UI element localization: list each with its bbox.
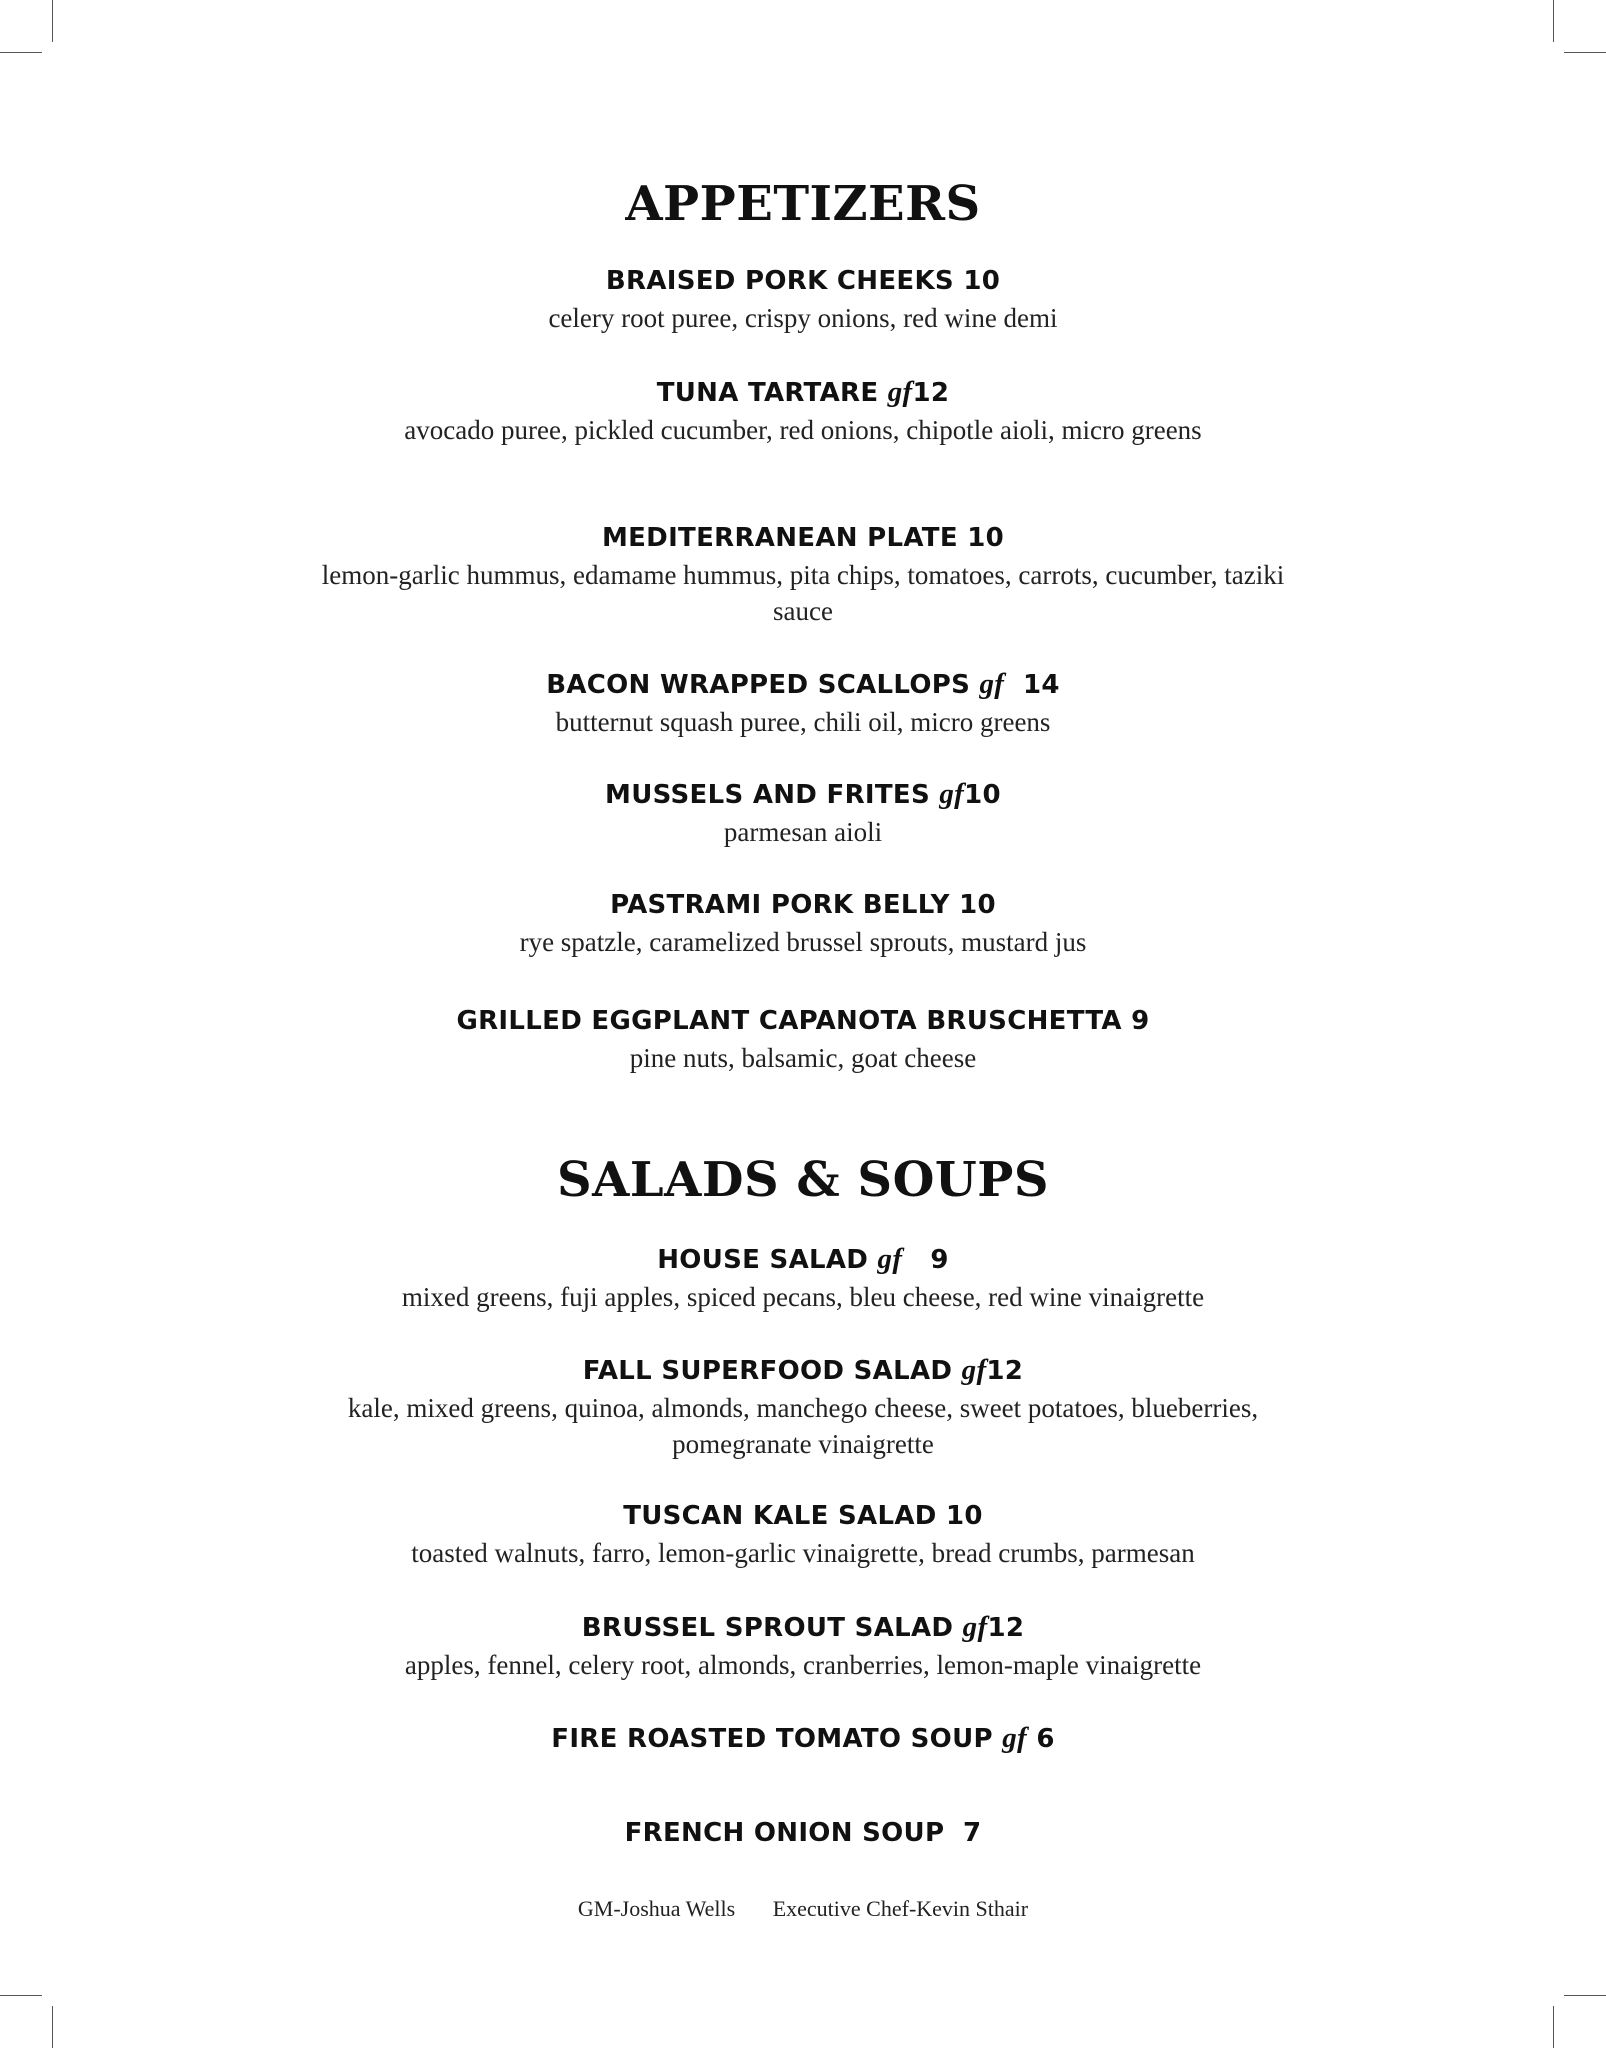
item-price: 10: [967, 523, 1005, 553]
item-price: 12: [912, 378, 950, 408]
item-name: [0, 1609, 1606, 1646]
menu-item: [0, 1241, 1606, 1315]
item-name: [0, 887, 1606, 923]
footer-chef: Executive Chef-Kevin Sthair: [772, 1896, 1029, 1921]
item-name: [0, 1815, 1606, 1851]
crop-mark: [1553, 2006, 1554, 2048]
item-description: rye spatzle, caramelized brussel sprouts, mustard jus: [519, 927, 1087, 957]
item-name-text: MUSSELS AND FRITES: [605, 780, 931, 810]
item-description: lemon-garlic hummus, edamame hummus, pita chips, tomatoes, carrots, cucumber, taziki sauce: [321, 560, 1285, 626]
item-name: [0, 263, 1606, 299]
footer: [0, 1896, 1606, 1922]
crop-mark: [0, 52, 42, 53]
item-name-text: GRILLED EGGPLANT CAPANOTA BRUSCHETTA: [456, 1006, 1122, 1036]
item-price: 10: [964, 780, 1001, 810]
footer-gm: GM-Joshua Wells: [577, 1896, 736, 1921]
item-price: 7: [963, 1818, 982, 1848]
item-price: 10: [959, 890, 996, 920]
item-description: parmesan aioli: [723, 817, 883, 847]
gluten-free-badge: gf: [887, 376, 913, 408]
item-name-text: MEDITERRANEAN PLATE: [601, 523, 958, 553]
gluten-free-badge: gf: [877, 1243, 903, 1275]
crop-mark: [1564, 1995, 1606, 1996]
gluten-free-badge: gf: [1002, 1722, 1027, 1754]
item-name-text: TUNA TARTARE: [656, 378, 879, 408]
crop-mark: [52, 2006, 53, 2048]
item-price: 6: [1036, 1724, 1055, 1754]
item-name-text: BRUSSEL SPROUT SALAD: [581, 1613, 954, 1643]
menu-item: [0, 374, 1606, 448]
item-price: 14: [1022, 670, 1060, 700]
crop-mark: [1564, 52, 1606, 53]
item-name: [0, 666, 1606, 703]
menu-item: [0, 776, 1606, 850]
item-description: pine nuts, balsamic, goat cheese: [629, 1043, 977, 1073]
item-name: [0, 1352, 1606, 1389]
item-name: [0, 1498, 1606, 1534]
item-name-text: TUSCAN KALE SALAD: [623, 1501, 937, 1531]
item-price: 10: [946, 1501, 983, 1531]
item-price: 9: [930, 1245, 949, 1275]
crop-mark: [1553, 0, 1554, 42]
item-name: [0, 776, 1606, 813]
menu-item: [0, 1815, 1606, 1851]
item-name-text: FALL SUPERFOOD SALAD: [582, 1356, 953, 1386]
item-description: toasted walnuts, farro, lemon-garlic vinaigrette, bread crumbs, parmesan: [411, 1538, 1195, 1568]
menu-item: [0, 1498, 1606, 1571]
gluten-free-badge: gf: [962, 1611, 988, 1643]
item-price: 10: [963, 266, 1001, 296]
menu-item: [0, 1003, 1606, 1076]
item-name-text: FRENCH ONION SOUP: [624, 1818, 945, 1848]
item-name-text: FIRE ROASTED TOMATO SOUP: [551, 1724, 993, 1754]
item-description: kale, mixed greens, quinoa, almonds, manchego cheese, sweet potatoes, blueberries, pomegranate vinaigrette: [347, 1393, 1259, 1459]
item-name: [0, 1003, 1606, 1039]
item-price: 9: [1131, 1006, 1150, 1036]
menu-item: [0, 887, 1606, 960]
item-description: celery root puree, crispy onions, red wine demi: [548, 303, 1058, 333]
item-name-text: BACON WRAPPED SCALLOPS: [546, 670, 971, 700]
menu-item: [0, 1352, 1606, 1462]
menu-item: [0, 263, 1606, 336]
section-title-salads-soups: SALADS & SOUPS: [556, 1152, 1050, 1208]
menu-item: [0, 1609, 1606, 1683]
item-name: [0, 520, 1606, 556]
item-name-text: PASTRAMI PORK BELLY: [610, 890, 950, 920]
item-description: mixed greens, fuji apples, spiced pecans, bleu cheese, red wine vinaigrette: [401, 1282, 1205, 1312]
item-price: 12: [986, 1356, 1024, 1386]
item-description: butternut squash puree, chili oil, micro greens: [555, 707, 1051, 737]
gluten-free-badge: gf: [939, 778, 965, 810]
crop-mark: [0, 1995, 42, 1996]
item-price: 12: [987, 1613, 1025, 1643]
crop-mark: [52, 0, 53, 42]
menu-item: [0, 1720, 1606, 1757]
item-name-text: HOUSE SALAD: [657, 1245, 869, 1275]
menu-item: [0, 666, 1606, 740]
gluten-free-badge: gf: [961, 1354, 987, 1386]
item-name: [0, 1241, 1606, 1278]
section-title-appetizers: APPETIZERS: [625, 176, 981, 232]
menu-item: [0, 520, 1606, 629]
item-name-text: BRAISED PORK CHEEKS: [605, 266, 954, 296]
gluten-free-badge: gf: [979, 668, 1005, 700]
item-description: apples, fennel, celery root, almonds, cranberries, lemon-maple vinaigrette: [404, 1650, 1202, 1680]
item-name: [0, 374, 1606, 411]
item-name: [0, 1720, 1606, 1757]
item-description: avocado puree, pickled cucumber, red onions, chipotle aioli, micro greens: [404, 415, 1202, 445]
